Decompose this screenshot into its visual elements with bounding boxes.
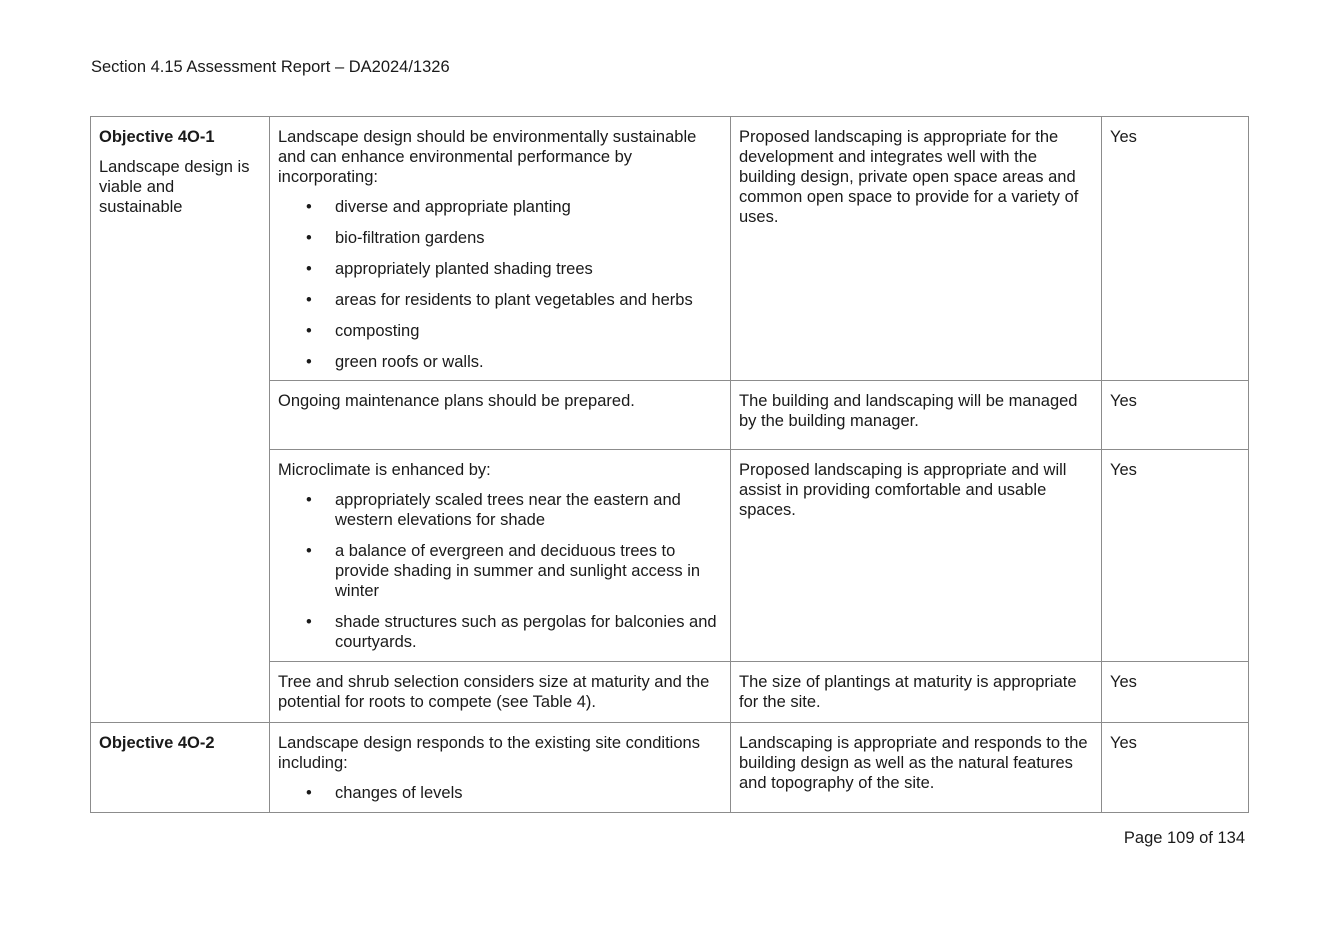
objective-description: Landscape design is viable and sustainable xyxy=(99,158,250,216)
requirement-cell xyxy=(270,117,731,381)
list-item: • diverse and appropriate planting xyxy=(335,197,722,217)
requirement-text: Ongoing maintenance plans should be prepared. xyxy=(278,392,635,410)
requirement-cell xyxy=(270,723,731,813)
requirement-cell xyxy=(270,662,731,723)
requirement-text: Tree and shrub selection considers size at maturity and the potential for roots to compete (see Table 4). xyxy=(278,673,710,711)
requirement-text: Microclimate is enhanced by: xyxy=(278,461,491,479)
table-row xyxy=(91,723,1249,813)
comment-cell: Proposed landscaping is appropriate and will assist in providing comfortable and usable spaces. xyxy=(731,450,1102,662)
requirement-list xyxy=(278,490,722,652)
comment-cell: The size of plantings at maturity is appropriate for the site. xyxy=(731,662,1102,723)
list-item: • green roofs or walls. xyxy=(335,352,722,372)
page-header: Section 4.15 Assessment Report – DA2024/1326 xyxy=(91,58,450,76)
compliance-cell: Yes xyxy=(1102,450,1249,662)
compliance-cell: Yes xyxy=(1102,723,1249,813)
compliance-cell: Yes xyxy=(1102,662,1249,723)
requirement-text: Landscape design responds to the existing site conditions including: xyxy=(278,734,700,772)
table-row xyxy=(91,117,1249,381)
assessment-table xyxy=(90,116,1249,813)
comment-cell: Proposed landscaping is appropriate for the development and integrates well with the building design, private open space areas and common open space to provide for a variety of uses. xyxy=(731,117,1102,381)
list-item: • appropriately planted shading trees xyxy=(335,259,722,279)
list-item: • a balance of evergreen and deciduous trees to provide shading in summer and sunlight access in winter xyxy=(335,541,722,601)
page-number: Page 109 of 134 xyxy=(1123,829,1245,847)
compliance-cell: Yes xyxy=(1102,381,1249,450)
requirement-text: Landscape design should be environmentally sustainable and can enhance environmental performance by incorporating: xyxy=(278,128,697,186)
list-item: • areas for residents to plant vegetables and herbs xyxy=(335,290,722,310)
compliance-cell: Yes xyxy=(1102,117,1249,381)
objective-title: Objective 4O-2 xyxy=(99,734,215,752)
requirement-cell xyxy=(270,450,731,662)
list-item: • shade structures such as pergolas for balconies and courtyards. xyxy=(335,612,722,652)
list-item: • composting xyxy=(335,321,722,341)
objective-cell xyxy=(91,723,270,813)
objective-cell xyxy=(91,117,270,723)
list-item: • appropriately scaled trees near the eastern and western elevations for shade xyxy=(335,490,722,530)
objective-title: Objective 4O-1 xyxy=(99,128,215,146)
requirement-list xyxy=(278,783,722,803)
list-item: • changes of levels xyxy=(335,783,722,803)
comment-cell: The building and landscaping will be managed by the building manager. xyxy=(731,381,1102,450)
list-item: • bio-filtration gardens xyxy=(335,228,722,248)
comment-cell: Landscaping is appropriate and responds to the building design as well as the natural features and topography of the site. xyxy=(731,723,1102,813)
requirement-list xyxy=(278,197,722,372)
requirement-cell xyxy=(270,381,731,450)
